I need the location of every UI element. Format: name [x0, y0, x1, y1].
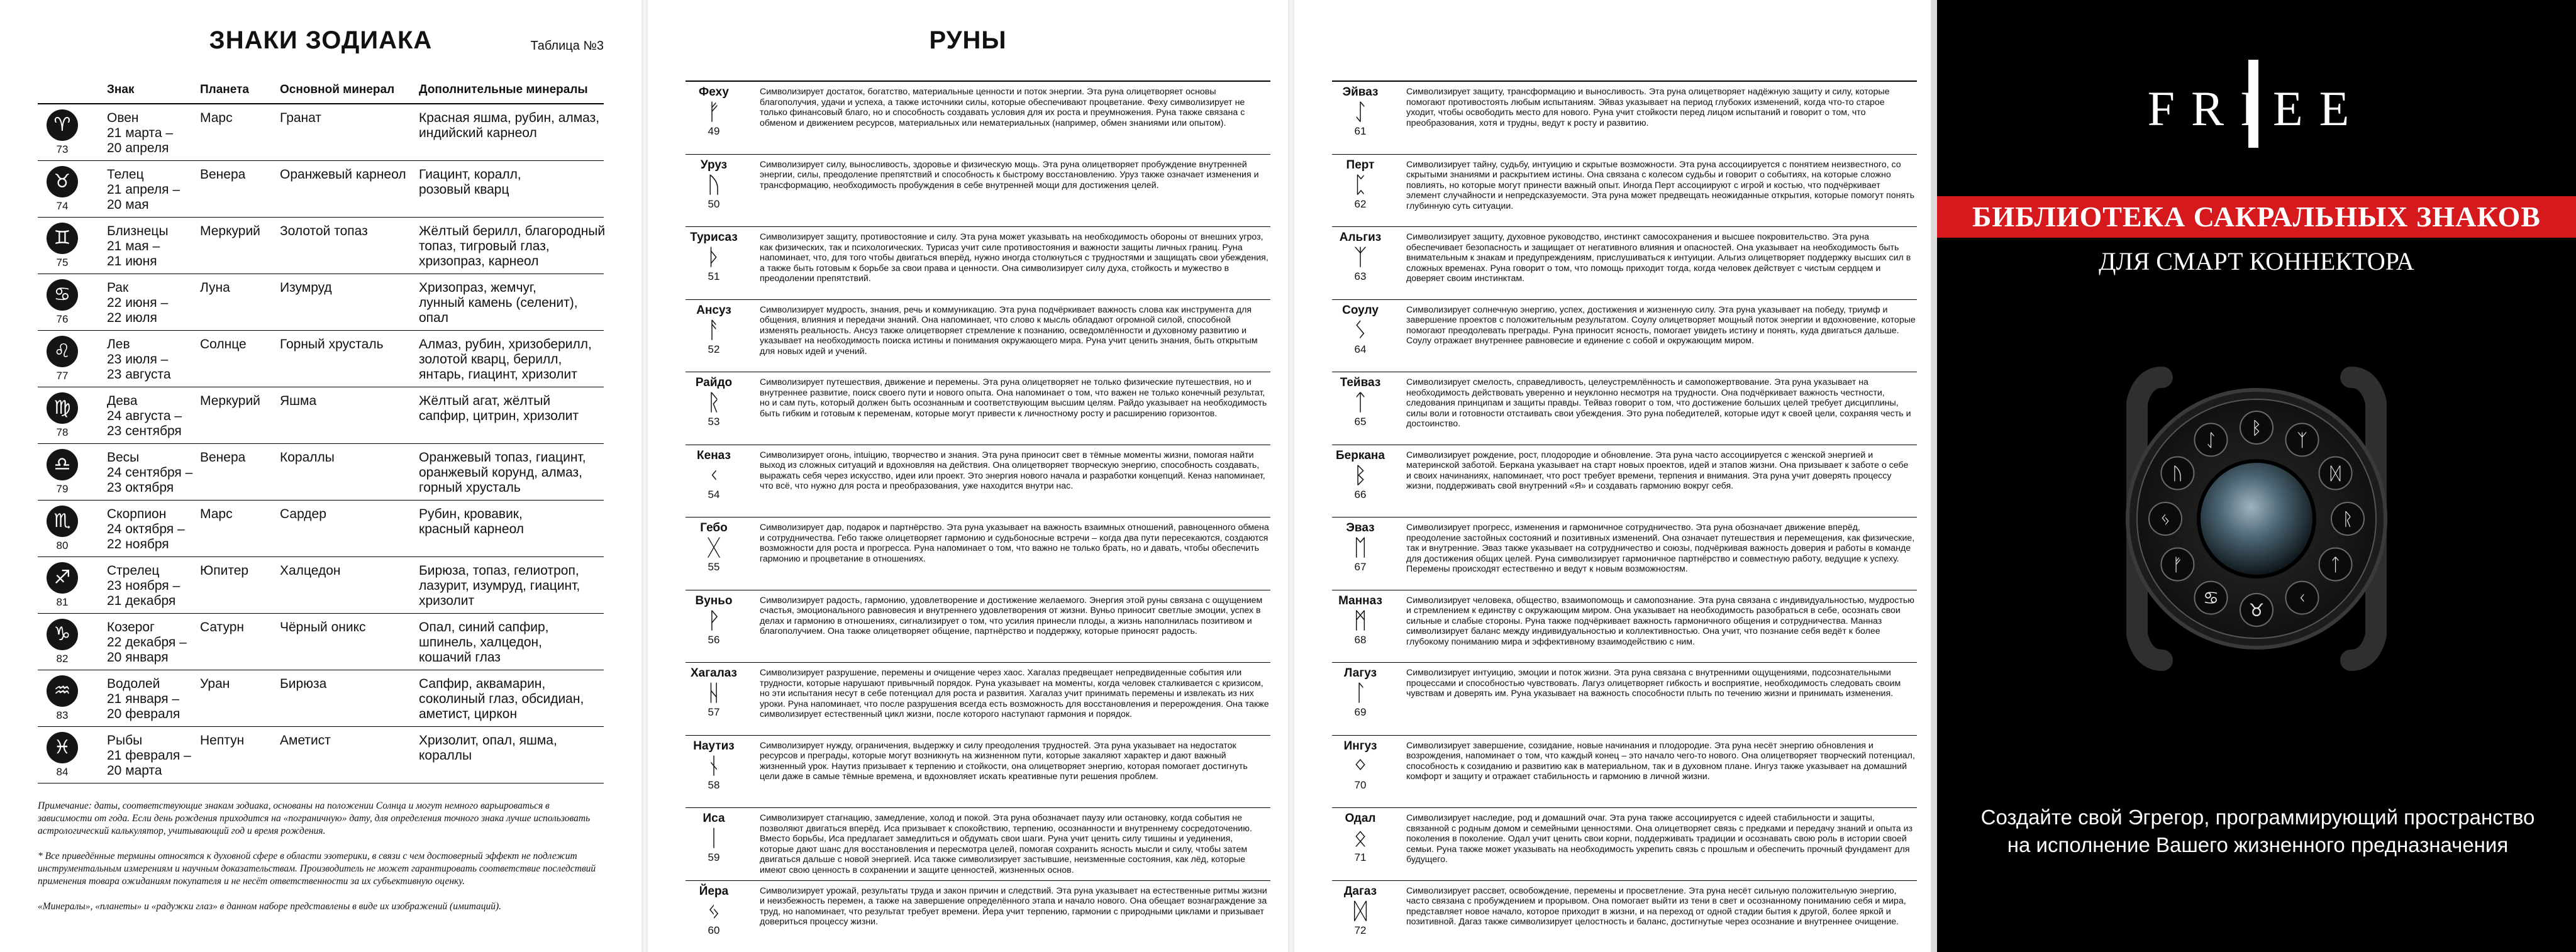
- rune-number: 50: [708, 197, 720, 210]
- rune-label: [686, 594, 742, 646]
- rune-name: Райдо: [695, 376, 733, 389]
- rune-glyph: ᛜ: [1353, 753, 1367, 779]
- rune-description: Символизирует огонь, intuiцию, творчество и знания. Эта руна приносит свет в тёмные моменты жизни, помогая найти выход из сложных ситуаций и вдохновляя на действия. Она олицетворяет творческую энергию, способность создавать, выражать себя через искусство, идеи или проект. Это энергия нового начала и разработки концепций. Кеназ напоминает, что всё, что нужно для роста и преобразования, уже находится внутри нас.: [760, 450, 1265, 492]
- rune-label: [1332, 739, 1389, 791]
- zodiac-additional-minerals: Опал, синий сапфир, шпинель, халцедон, кошачий глаз: [419, 620, 549, 665]
- rune-number: 65: [1354, 416, 1367, 428]
- rune-name: Йера: [699, 884, 729, 898]
- rune-name: Уруз: [700, 158, 728, 172]
- zodiac-number: 81: [56, 596, 69, 608]
- zodiac-row: [38, 444, 604, 501]
- zodiac-row: [38, 557, 604, 614]
- rune-number: 54: [708, 488, 720, 501]
- zodiac-number: 84: [56, 766, 69, 778]
- rune-number: 69: [1354, 706, 1367, 718]
- zodiac-planet: Луна: [200, 280, 230, 295]
- rune-description: Символизирует защиту, духовное руководство, инстинкт самосохранения и высшее покровительство. Эта руна обеспечивает безопасность и защищает от негативного влияния и опасностей. Она указывает на необходимость быть внимательным к знакам и предупреждениям, прислушиваться к интуиции. Альгиз олицетворяет поддержку высших сил в сложных временах. Руна говорит о том, что помощь приходит тогда, когда человек действует с чистым сердцем и доверяет своим инстинктам.: [1406, 232, 1911, 284]
- zodiac-planet: Марс: [200, 111, 233, 125]
- zodiac-row: [38, 501, 604, 557]
- rune-description: Символизирует разрушение, перемены и очищение через хаос. Хагалаз предвещает непредвиденные события или трудности, которые нарушают привычный порядок. Руна указывает на моменты, когда человек сталкивается с кризисом, но эти испытания несут в себе потенциал для роста и развития. Хагалаз учит принимать перемены и извлекать из них уроки. Руна напоминает, что после разрушения всегда есть возможность для восстановления и перерождения. Она также символизирует естественный цикл жизни, после которого наступают гармония и порядок.: [760, 668, 1269, 720]
- zodiac-sign: Близнецы 21 мая – 21 июня: [107, 224, 169, 268]
- rune-name: Турисаз: [690, 231, 738, 244]
- rune-name: Альгиз: [1339, 231, 1382, 244]
- rune-glyph: ᛟ: [1353, 826, 1367, 851]
- zodiac-additional-minerals: Рубин, кровавик, красный карнеол: [419, 507, 525, 536]
- zodiac-planet: Нептун: [200, 733, 245, 748]
- rune-name: Соулу: [1342, 303, 1379, 317]
- zodiac-row: [38, 670, 604, 727]
- rune-label: [1332, 231, 1389, 282]
- rune-description: Символизирует нужду, ограничения, выдержку и силу преодоления трудностей. Эта руна указывает на недостаток ресурсов и преграды, которые могут возникнуть на жизненном пути, которые закаляют характер и дают важный жизненный урок. Наутиз призывает к терпению и стойкости, она олицетворяет энергию, которая помогает достигнуть цели даже в самые тёмные времена, и вдохновляет искать креативные пути решения проблем.: [760, 740, 1248, 782]
- rune-description: Символизирует наследие, род и домашний очаг. Эта руна также ассоциируется с идеей стабильности и защиты, связанной с родным домом и семейными ценностями. Она олицетворяет связь с предками и передачу знаний и опыта из поколения в поколение. Одал учит ценить свои корни, поддерживать традиции и осознавать свою роль в истории своей семьи. Руна также может указывать на необходимость укрепить связь с прошлым и обеспечить прочный фундамент для будущего.: [1406, 813, 1913, 865]
- rune-number: 67: [1354, 561, 1367, 573]
- zodiac-additional-minerals: Оранжевый топаз, гиацинт, оранжевый корунд, алмаз, горный хрусталь: [419, 450, 586, 495]
- rune-label: [686, 304, 742, 355]
- rune-glyph: ᚾ: [707, 753, 721, 779]
- rune-label: [686, 231, 742, 282]
- rune-name: Лагуз: [1343, 667, 1377, 680]
- rune-glyph: ᛁ: [707, 826, 721, 851]
- ring-glyph: ♋: [2202, 587, 2219, 609]
- rune-label: [1332, 86, 1389, 137]
- rune-glyph: ᚦ: [707, 245, 721, 270]
- runes-panel-right: [1294, 0, 1936, 952]
- rune-name: Беркана: [1336, 448, 1385, 462]
- rune-label: [686, 449, 742, 501]
- rune-description: Символизирует стагнацию, замедление, холод и покой. Эта руна обозначает паузу или остановку, когда события не позволяют двигаться вперёд. Иса призывает к спокойствию, терпению, осознанности и внутреннему сосредоточению. Вместо борьбы, Иса предлагает замедлиться и обдумать свои шаги. Руна учит ценить силу тишины и уединения, которые дают шанс для восстановления и пересмотра целей, помогая сохранить ясность мысли и силу, чтобы затем двигаться дальше с новой энергией. Иса также символизирует застывшие, неизменные состояния, как лёд, которые имеют свою ценность в сохранении и защите ценностей, жизненных основ.: [760, 813, 1252, 875]
- rune-name: Ингуз: [1343, 739, 1377, 753]
- rune-row: [1332, 518, 1917, 590]
- zodiac-mineral: Яшма: [280, 394, 317, 408]
- rune-name: Кеназ: [697, 448, 731, 462]
- imitation-note: «Минералы», «планеты» и «радужки глаз» в данном наборе представлены в виде их изображений (имитаций).: [38, 901, 502, 912]
- zodiac-icon: ♓: [47, 732, 78, 763]
- planet-orb: [2199, 461, 2314, 577]
- rune-row: [686, 155, 1270, 228]
- rune-description: Символизирует урожай, результаты труда и закон причин и следствий. Эта руна указывает на естественные ритмы жизни и неизбежность перемен, а также на завершение определённого этапа и начало нового. Она обещает вознаграждение за труд, но напоминает, что результат требует времени. Йера учит терпению, гармонии с природными циклами и призывает довериться процессу жизни.: [760, 885, 1267, 927]
- zodiac-number: 80: [56, 540, 69, 551]
- zodiac-additional-minerals: Хризолит, опал, яшма, кораллы: [419, 733, 557, 763]
- runes-table-left: [686, 80, 1270, 952]
- rune-description: Символизирует дар, подарок и партнёрство. Эта руна указывает на важность взаимных отношений, равноценного обмена и сотрудничества. Гебо также олицетворяет гармонию и судьбоносные встречи – когда два пути пересекаются, создаются возможности для роста и прогресса. Руна напоминает о том, что важно не только брать, но и давать, чтобы обеспечить гармонию и процветание в отношениях.: [760, 523, 1269, 564]
- rune-glyph: ᚠ: [707, 99, 721, 125]
- zodiac-row: [38, 614, 604, 670]
- rune-description: Символизирует радость, гармонию, удовлетворение и достижение желаемого. Энергия этой руны связана с ощущением счастья, эмоционального равновесия и внутреннего удовлетворения от жизни. Вуньо приносит светлые эмоции, успех в делах и гармонию в отношениях, сигнализирует о том, что усилия принесли плоды, а жизнь наполнилась позитивом и благополучием. Она также олицетворяет общение, партнёрство и поддержку, которые приносят радость.: [760, 595, 1263, 637]
- rune-glyph: ᛚ: [1353, 680, 1367, 706]
- zodiac-row: [38, 387, 604, 444]
- cover-band-title: БИБЛИОТЕКА САКРАЛЬНЫХ ЗНАКОВ: [1937, 196, 2576, 238]
- zodiac-number: 78: [56, 426, 69, 438]
- rune-label: [686, 376, 742, 428]
- runes-title: РУНЫ: [929, 26, 1007, 54]
- rune-glyph: ᚺ: [707, 680, 721, 706]
- zodiac-additional-minerals: Гиацинт, коралл, розовый кварц: [419, 167, 521, 197]
- rune-glyph: ᛖ: [1353, 535, 1367, 561]
- rune-number: 72: [1354, 924, 1367, 936]
- rune-glyph: ᛉ: [1353, 245, 1367, 270]
- zodiac-title: ЗНАКИ ЗОДИАКА: [209, 26, 433, 54]
- rune-glyph: ᚲ: [707, 462, 721, 489]
- zodiac-mineral: Гранат: [280, 111, 321, 125]
- zodiac-note: Примечание: даты, соответствующие знакам зодиака, основаны на положении Солнца и могут немного варьироваться в зависимости от года. Если день рождения приходится на «пограничную» дату, для определения точного знака лучше использовать астрологический калькулятор, учитывающий год и время рождения.: [38, 800, 591, 836]
- zodiac-number: 74: [56, 200, 69, 212]
- rune-row: [1332, 300, 1917, 373]
- rune-number: 63: [1354, 270, 1367, 282]
- zodiac-mineral: Сардер: [280, 507, 326, 521]
- fold-line: [1288, 0, 1294, 952]
- zodiac-additional-minerals: Жёлтый берилл, благородный топаз, тигровый глаз, хризопраз, карнеол: [419, 224, 606, 268]
- zodiac-row: [38, 331, 604, 387]
- zodiac-planet: Юпитер: [200, 563, 249, 578]
- rune-label: [1332, 667, 1389, 718]
- zodiac-mineral: Оранжевый карнеол: [280, 167, 406, 182]
- zodiac-number: 73: [56, 143, 69, 155]
- runes-panel-left: [648, 0, 1288, 952]
- header-sign: Знак: [107, 83, 135, 96]
- zodiac-icon: ♌: [47, 336, 78, 367]
- zodiac-mineral: Аметист: [280, 733, 331, 748]
- rune-row: [1332, 736, 1917, 809]
- zodiac-mineral: Золотой топаз: [280, 224, 368, 238]
- rune-number: 52: [708, 343, 720, 355]
- zodiac-planet: Венера: [200, 450, 246, 465]
- rune-name: Иса: [702, 812, 725, 825]
- table-number: Таблица №3: [530, 39, 604, 53]
- rune-glyph: ᛊ: [1353, 317, 1367, 343]
- rune-name: Тейваз: [1340, 376, 1381, 389]
- ring-glyph: ᚠ: [2172, 554, 2183, 575]
- ring-glyph: ᚢ: [2172, 463, 2183, 484]
- rune-name: Гебо: [700, 521, 728, 534]
- ring-glyph: ᚲ: [2297, 587, 2307, 609]
- zodiac-planet: Сатурн: [200, 620, 245, 634]
- zodiac-mineral: Изумруд: [280, 280, 332, 295]
- zodiac-planet: Меркурий: [200, 394, 260, 408]
- rune-number: 55: [708, 561, 720, 573]
- zodiac-sign: Рыбы 21 февраля – 20 марта: [107, 733, 191, 778]
- rune-row: [1332, 372, 1917, 445]
- rune-label: [1332, 594, 1389, 646]
- zodiac-icon: ♍: [47, 392, 78, 424]
- rune-number: 68: [1354, 633, 1367, 646]
- rune-description: Символизирует солнечную энергию, успех, достижения и жизненную силу. Эта руна указывает на победу, триумф и завершение проектов с положительным результатом. Соулу олицетворяет мощный поток энергии и вдохновение, которые помогают преодолевать преграды. Руна приносит ясность, помогает увидеть истину и понять, куда двигаться дальше. Соулу отражает внутреннее равновесие и единение с собой и окружающим миром.: [1406, 304, 1916, 346]
- zodiac-row: [38, 161, 604, 218]
- zodiac-planet: Меркурий: [200, 224, 260, 238]
- ring-glyph: ᚱ: [2342, 509, 2353, 529]
- rune-label: [1332, 304, 1389, 355]
- runes-table-right: [1332, 80, 1917, 952]
- rune-number: 61: [1354, 125, 1367, 137]
- zodiac-mineral: Бирюза: [280, 677, 327, 691]
- rune-label: [1332, 158, 1389, 210]
- rune-row: [686, 663, 1270, 736]
- rune-glyph: ᛗ: [1353, 607, 1367, 634]
- zodiac-sign: Лев 23 июля – 23 августа: [107, 337, 171, 382]
- rune-number: 53: [708, 416, 720, 428]
- rune-row: [686, 372, 1270, 445]
- zodiac-icon: ♊: [47, 223, 78, 254]
- rune-label: [1332, 885, 1389, 936]
- zodiac-additional-minerals: Алмаз, рубин, хризоберилл, золотой кварц, берилл, янтарь, гиацинт, хризолит: [419, 337, 592, 382]
- rune-row: [686, 300, 1270, 373]
- rune-glyph: ᚱ: [707, 390, 721, 416]
- zodiac-planet: Венера: [200, 167, 246, 182]
- zodiac-additional-minerals: Сапфир, аквамарин, соколиный глаз, обсидиан, аметист, циркон: [419, 677, 584, 721]
- rune-number: 59: [708, 851, 720, 863]
- zodiac-icon: ♈: [47, 109, 78, 141]
- zodiac-sign: Козерог 22 декабря – 20 января: [107, 620, 187, 665]
- rune-label: [686, 667, 742, 718]
- header-additional: Дополнительные минералы: [419, 83, 588, 96]
- rune-name: Эйваз: [1342, 86, 1379, 99]
- zodiac-additional-minerals: Красная яшма, рубин, алмаз, индийский карнеол: [419, 111, 600, 140]
- rune-name: Наутиз: [693, 739, 735, 753]
- zodiac-icon: ♉: [47, 166, 78, 197]
- zodiac-row: [38, 727, 604, 783]
- rune-description: Символизирует силу, выносливость, здоровье и физическую мощь. Эта руна олицетворяет пробуждение внутренней энергии, силы, преодоление препятствий и способность к быстрому восстановлению. Уруз также означает изменения и трансформацию, необходимость пробуждения в себе внутренней мощи для достижения целей.: [760, 159, 1259, 191]
- rune-label: [686, 158, 742, 210]
- ring-glyph: ♉: [2248, 600, 2265, 621]
- zodiac-mineral: Кораллы: [280, 450, 335, 465]
- zodiac-sign: Весы 24 сентября – 23 октября: [107, 450, 193, 495]
- rune-number: 66: [1354, 488, 1367, 501]
- rune-glyph: ᛇ: [1353, 99, 1367, 125]
- rune-row: [1332, 881, 1917, 952]
- rune-glyph: ᛃ: [707, 898, 721, 924]
- rune-row: [686, 881, 1270, 952]
- rune-row: [686, 736, 1270, 809]
- rune-glyph: ᚹ: [707, 607, 721, 634]
- rune-row: [1332, 227, 1917, 300]
- zodiac-planet: Солнце: [200, 337, 247, 351]
- rune-description: Символизирует завершение, созидание, новые начинания и плодородие. Эта руна несёт энергию обновления и возрождения, напоминает о том, что каждый конец – это начало чего-то нового. Она олицетворяет творческий потенциал, способность к созиданию и развитию как в материальном, так и в духовном плане. Ингуз также указывает на домашний комфорт и защиту и отражает стабильность и гармонию в личной жизни.: [1406, 740, 1915, 782]
- zodiac-sign: Дева 24 августа – 23 сентября: [107, 394, 182, 438]
- rune-name: Вуньо: [695, 594, 733, 607]
- zodiac-icon: ♑: [47, 619, 78, 650]
- zodiac-number: 79: [56, 483, 69, 495]
- zodiac-sign: Водолей 21 января – 20 февраля: [107, 677, 180, 721]
- rune-description: Символизирует защиту, противостояние и силу. Эта руна может указывать на необходимость обороны от внешних угроз, как физических, так и психологических. Турисаз учит силе противостояния и важности защиты личных границ. Руна напоминает, что, для того чтобы двигаться вперёд, нужно иногда столкнуться с трудностями и защищать свои убеждения, а также быть готовым к борьбе за свои права и ценности. Она символизирует силу духа, стойкость и мужество в преодолении препятствий.: [760, 232, 1269, 284]
- rune-number: 71: [1354, 851, 1367, 863]
- ring-glyph: ᛏ: [2330, 554, 2341, 575]
- zodiac-icon: ♐: [47, 562, 78, 594]
- rune-label: [1332, 376, 1389, 428]
- rune-label: [1332, 449, 1389, 501]
- ring-glyph: ᛃ: [2160, 509, 2171, 529]
- zodiac-planet: Марс: [200, 507, 233, 521]
- rune-glyph: ᚢ: [707, 172, 721, 198]
- rune-label: [686, 86, 742, 137]
- rune-row: [686, 518, 1270, 590]
- rune-number: 64: [1354, 343, 1367, 355]
- zodiac-number: 75: [56, 257, 69, 268]
- ring-glyph: ᛞ: [2330, 463, 2341, 484]
- zodiac-icon: ♎: [47, 449, 78, 480]
- cover-panel: [1937, 0, 2576, 952]
- zodiac-sign: Стрелец 23 ноября – 21 декабря: [107, 563, 180, 608]
- rune-row: [1332, 82, 1917, 155]
- rune-glyph: ᛈ: [1353, 172, 1367, 198]
- rune-row: [1332, 590, 1917, 663]
- rune-row: [686, 445, 1270, 518]
- rune-glyph: ᚨ: [707, 317, 721, 343]
- zodiac-sign: Овен 21 марта – 20 апреля: [107, 111, 174, 155]
- cover-tagline: Создайте свой Эгрегор, программирующий пространство на исполнение Вашего жизненного предназначения: [1980, 805, 2535, 856]
- rune-description: Символизирует тайну, судьбу, интуицию и скрытые возможности. Эта руна ассоциируется с понятием неизвестного, со скрытыми знаниями и раскрытием истины. Она связана с колесом судьбы и говорит о событиях, на которые сложно повлиять, но которые могут принести важный опыт. Иногда Перт ассоциируют с игрой и костью, что подчёркивает элемент случайности и непредсказуемости. Эта руна может предвещать неожиданные открытия, которые помогут понять глубинную суть ситуации.: [1406, 159, 1915, 211]
- rune-number: 49: [708, 125, 720, 137]
- zodiac-sign: Скорпион 24 октября – 22 ноября: [107, 507, 185, 551]
- zodiac-icon: ♒: [47, 675, 78, 707]
- cover-subtitle: ДЛЯ СМАРТ КОННЕКТОРА: [2099, 247, 2414, 275]
- connector-medallion: [2118, 352, 2395, 679]
- rune-label: [686, 521, 742, 573]
- rune-description: Символизирует смелость, справедливость, целеустремлённость и самопожертвование. Эта руна указывает на необходимость действовать уверенно и неуклонно несмотря на трудности. Она подчёркивает важность честности, следования принципам и защиты правды. Тейваз говорит о том, что достижение больших целей требует дисциплины, силы воли и готовности отстаивать свои убеждения. Это руна победителей, которые идут к своей цели, сохраняя честь и достоинство.: [1406, 377, 1911, 429]
- rune-description: Символизирует рождение, рост, плодородие и обновление. Эта руна часто ассоциируется с женской энергией и материнской заботой. Беркана указывает на старт новых проектов, идей и этапов жизни. Она призывает к заботе о себе и своих начинаниях, напоминает, что рост требует времени, терпения и внимания. Эта руна учит доверять процессу жизни, поддерживать свой внутренний «Я» и создавать гармонию вокруг себя.: [1406, 450, 1909, 492]
- rune-name: Манназ: [1338, 594, 1382, 607]
- disclaimer-note: * Все приведённые термины относятся к духовной сфере в области эзотерики, в связи с чем достоверный эффект не подлежит инструментальным измерениям и научным доказательствам. Производитель не может гарантировать соответствие последствий применения товара ожиданиям покупателя и не несёт ответственности за их субъективную оценку.: [38, 851, 596, 887]
- zodiac-number: 77: [56, 370, 69, 382]
- rune-description: Символизирует интуицию, эмоции и поток жизни. Эта руна связана с внутренними ощущениями, подсознательными процессами и способностью чувствовать. Лагуз олицетворяет гибкость и восприятие, необходимость следовать своим чувствам и доверять им. Руна указывает на важность способности плыть по течению жизни и принимать изменения.: [1406, 668, 1901, 699]
- zodiac-row: [38, 104, 604, 161]
- fold-line: [1931, 0, 1937, 952]
- zodiac-sign: Телец 21 апреля – 20 мая: [107, 167, 180, 212]
- rune-number: 56: [708, 633, 720, 646]
- rune-label: [686, 885, 742, 936]
- rune-number: 60: [708, 924, 720, 936]
- rune-label: [1332, 812, 1389, 863]
- zodiac-planet: Уран: [200, 677, 230, 691]
- ring-glyph: ᛉ: [2297, 429, 2307, 451]
- header-mineral: Основной минерал: [280, 83, 395, 96]
- zodiac-row: [38, 218, 604, 274]
- rune-glyph: ᛏ: [1353, 390, 1367, 416]
- rune-label: [1332, 521, 1389, 573]
- rune-number: 70: [1354, 778, 1367, 791]
- zodiac-mineral: Чёрный оникс: [280, 620, 366, 634]
- rune-description: Символизирует мудрость, знания, речь и коммуникацию. Эта руна подчёркивает важность слова как инструмента для общения, влияния и передачи знаний. Она напоминает, что слово к мысль обладают огромной силой, способной изменять реальность. Ансуз также олицетворяет стремление к познанию, осведомлённости и духовному развитию и указывает на необходимость поиска истины и понимания окружающего мира. Руна учит ценить знания, быть открытым для новых идей и учений.: [760, 304, 1258, 357]
- rune-name: Одал: [1345, 812, 1376, 825]
- rune-row: [1332, 663, 1917, 736]
- rune-number: 57: [708, 706, 720, 718]
- rune-number: 58: [708, 778, 720, 791]
- zodiac-icon: ♏: [47, 506, 78, 537]
- ring-glyph: ᛇ: [2206, 429, 2216, 451]
- zodiac-number: 82: [56, 653, 69, 665]
- zodiac-additional-minerals: Жёлтый агат, жёлтый сапфир, цитрин, хризолит: [419, 394, 579, 423]
- zodiac-table-header: [38, 80, 604, 103]
- zodiac-number: 76: [56, 313, 69, 325]
- rune-description: Символизирует человека, общество, взаимопомощь и самопознание. Эта руна связана с индивидуальностью, мудростью и стремлением к единству с окружающим миром. Она указывает на необходимость разобраться в себе, осознать свои сильные и слабые стороны. Руна также подчёркивает важность гармоничного общения и сотрудничества. Манназ символизирует баланс между индивидуальностью и коллективностью. Она учит, что познание себя ведёт к более глубокому пониманию мира и эффективному взаимодействию с ним.: [1406, 595, 1914, 647]
- rune-name: Эваз: [1346, 521, 1375, 534]
- rune-description: Символизирует достаток, богатство, материальные ценности и поток энергии. Эта руна олицетворяет основы благополучия, удачи и успеха, а также источники силы, которые обеспечивают процветание. Феху символизирует не только финансовый благо, но и способность создавать условия для их роста и преумножения. Руна также связана с обменом и движением ресурсов, материальных или нематериальных (например, обмен знаниями или опытом).: [760, 87, 1245, 128]
- rune-number: 51: [708, 270, 720, 282]
- zodiac-number: 83: [56, 709, 69, 721]
- zodiac-icon: ♋: [47, 279, 78, 311]
- rune-glyph: ᛒ: [1353, 462, 1367, 489]
- rune-row: [686, 82, 1270, 155]
- rune-row: [1332, 808, 1917, 881]
- rune-number: 62: [1354, 197, 1367, 210]
- ring-glyph: ᛒ: [2251, 418, 2262, 438]
- zodiac-mineral: Горный хрусталь: [280, 337, 384, 351]
- rune-name: Феху: [699, 86, 729, 99]
- zodiac-additional-minerals: Хризопраз, жемчуг, лунный камень (селенит), опал: [419, 280, 578, 325]
- rune-glyph: ᚷ: [707, 535, 721, 561]
- rune-description: Символизирует рассвет, освобождение, перемены и просветление. Эта руна несёт сильную положительную энергию, часто связана с пробуждением и прорывом. Она помогает выйти из тени в свет и осознанному пониманию себя и мира, представляет новое начало, которое приходит в жизни, и на переход от одной стадии бытия к другой, более яркой и позитивной. Дагаз также символизирует целостность и баланс, достигнутые через осознание и внутреннее очищение.: [1406, 885, 1906, 927]
- zodiac-additional-minerals: Бирюза, топаз, гелиотроп, лазурит, изумруд, гиацинт, хризолит: [419, 563, 580, 608]
- rune-row: [686, 808, 1270, 881]
- zodiac-sign: Рак 22 июня – 22 июля: [107, 280, 169, 325]
- rune-name: Дагаз: [1343, 884, 1377, 898]
- zodiac-table: [38, 103, 604, 783]
- rune-row: [1332, 155, 1917, 228]
- rune-row: [1332, 445, 1917, 518]
- rune-row: [686, 227, 1270, 300]
- rune-name: Перт: [1346, 158, 1375, 172]
- brand-logo: FRIEE: [2147, 81, 2366, 136]
- rune-label: [686, 739, 742, 791]
- rune-name: Хагалаз: [690, 667, 738, 680]
- rune-description: Символизирует прогресс, изменения и гармоничное сотрудничество. Эта руна обозначает движение вперёд, преодоление застойных состояний и позитивных изменений. Она означает путешествия и перемещения, как физические, так и внутренние. Эваз также указывает на сотрудничество и союзы, подчёркивая важность доверия и работы в команде для достижения общих целей. Руна символизирует гармоничное партнёрство и совместную работу, ведущие к успеху. Перемены происходят естественно и ведут к новым возможностям.: [1406, 523, 1915, 575]
- zodiac-row: [38, 274, 604, 331]
- rune-description: Символизирует путешествия, движение и перемены. Эта руна олицетворяет не только физические путешествия, но и внутреннее развитие, поиск своего пути и нового опыта. Она напоминает о том, что важен не только конечный результат, но и сам путь, который должен быть осознанным и соответствующим высшим целям. Райдо указывает на необходимость быть гибким и готовым к переменам, которые могут привести к личностному росту и расширению горизонтов.: [760, 377, 1267, 419]
- zodiac-mineral: Халцедон: [280, 563, 341, 578]
- header-planet: Планета: [200, 83, 249, 96]
- rune-glyph: ᛞ: [1353, 898, 1367, 924]
- rune-name: Ансуз: [696, 303, 731, 317]
- rune-row: [686, 590, 1270, 663]
- fold-line: [641, 0, 648, 952]
- rune-label: [686, 812, 742, 863]
- zodiac-panel: [0, 0, 641, 952]
- rune-description: Символизирует защиту, трансформацию и выносливость. Эта руна олицетворяет надёжную защиту и силу, которые помогают противостоять любым испытаниям. Эйваз указывает на период глубоких изменений, когда что-то старое уходит, чтобы освободить место для нового. Руна учит стойкости перед лицом испытаний и говорит о том, что преобразования, хотя и трудны, ведут к росту и развитию.: [1406, 87, 1890, 128]
